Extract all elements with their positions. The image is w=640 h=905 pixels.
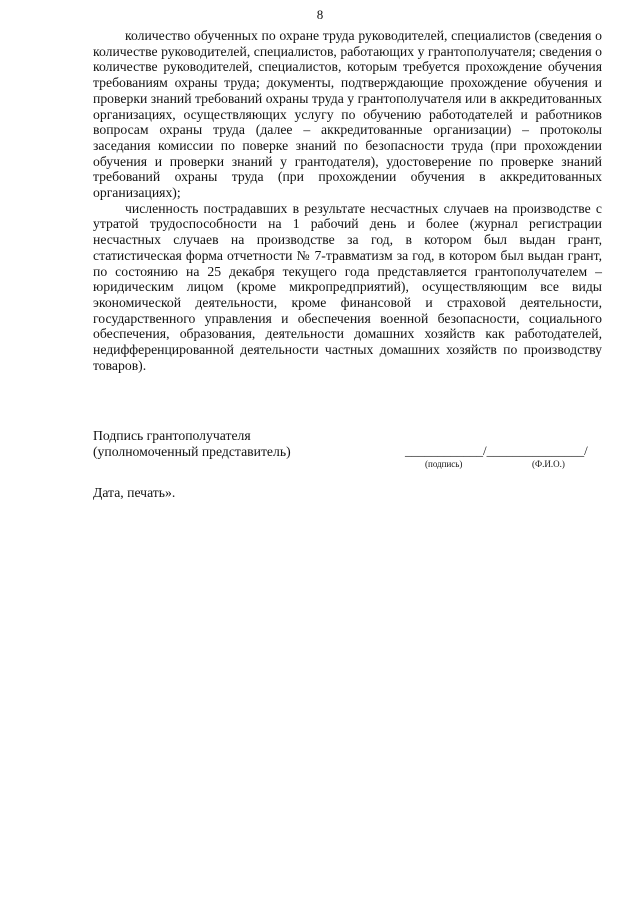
signature-caption: (подпись) — [425, 459, 463, 469]
paragraph-trained-staff: количество обученных по охране труда руководителей, специалистов (сведения о количестве руководителей, специалистов, работающих у грантополучателя; сведения о количестве руководителей, специалистов, которым требуется прохождение обучения требованиям охраны труда; документы, подтверждающие прохождение обучения и проверки знаний требований охраны труда у грантополучателя или в аккредитованных организациях, осуществляющих услугу по обучению работодателей и работников вопросам охраны труда (далее – аккредитованные организации) – протоколы заседания комиссии по поверке знаний по безопасности труда (при прохождении обучения и проверки знаний у грантодателя), удостоверение по проверке знаний требований охраны труда (при прохождении обучения в аккредитованных организациях); — [93, 28, 602, 201]
document-body — [93, 28, 602, 373]
signature-representative-label: (уполномоченный представитель) — [93, 443, 291, 459]
date-stamp-label: Дата, печать». — [93, 485, 176, 500]
paragraph-injured-count: численность пострадавших в результате несчастных случаев на производстве с утратой трудоспособности на 1 рабочий день и более (журнал регистрации несчастных случаев на производстве за год, в котором был выдан грант, статистическая форма отчетности № 7-травматизм за год, в котором был выдан грант, по состоянию на 25 декабря текущего года представляется грантополучателем – юридическим лицом (кроме микропредприятий), осуществляющим все виды экономической деятельности, кроме финансовой и страховой деятельности, государственного управления и обеспечения военной безопасности, социального обеспечения, образования, деятельности домашних хозяйств как работодателей, недифференцированной деятельности частных домашних хозяйств по производству товаров). — [93, 200, 602, 373]
page-number: 8 — [316, 7, 324, 22]
name-caption: (Ф.И.О.) — [532, 459, 565, 469]
signature-label-block — [93, 428, 291, 459]
signature-blank-lines: ____________/_______________/ — [405, 443, 588, 458]
signature-label: Подпись грантополучателя — [93, 428, 251, 443]
